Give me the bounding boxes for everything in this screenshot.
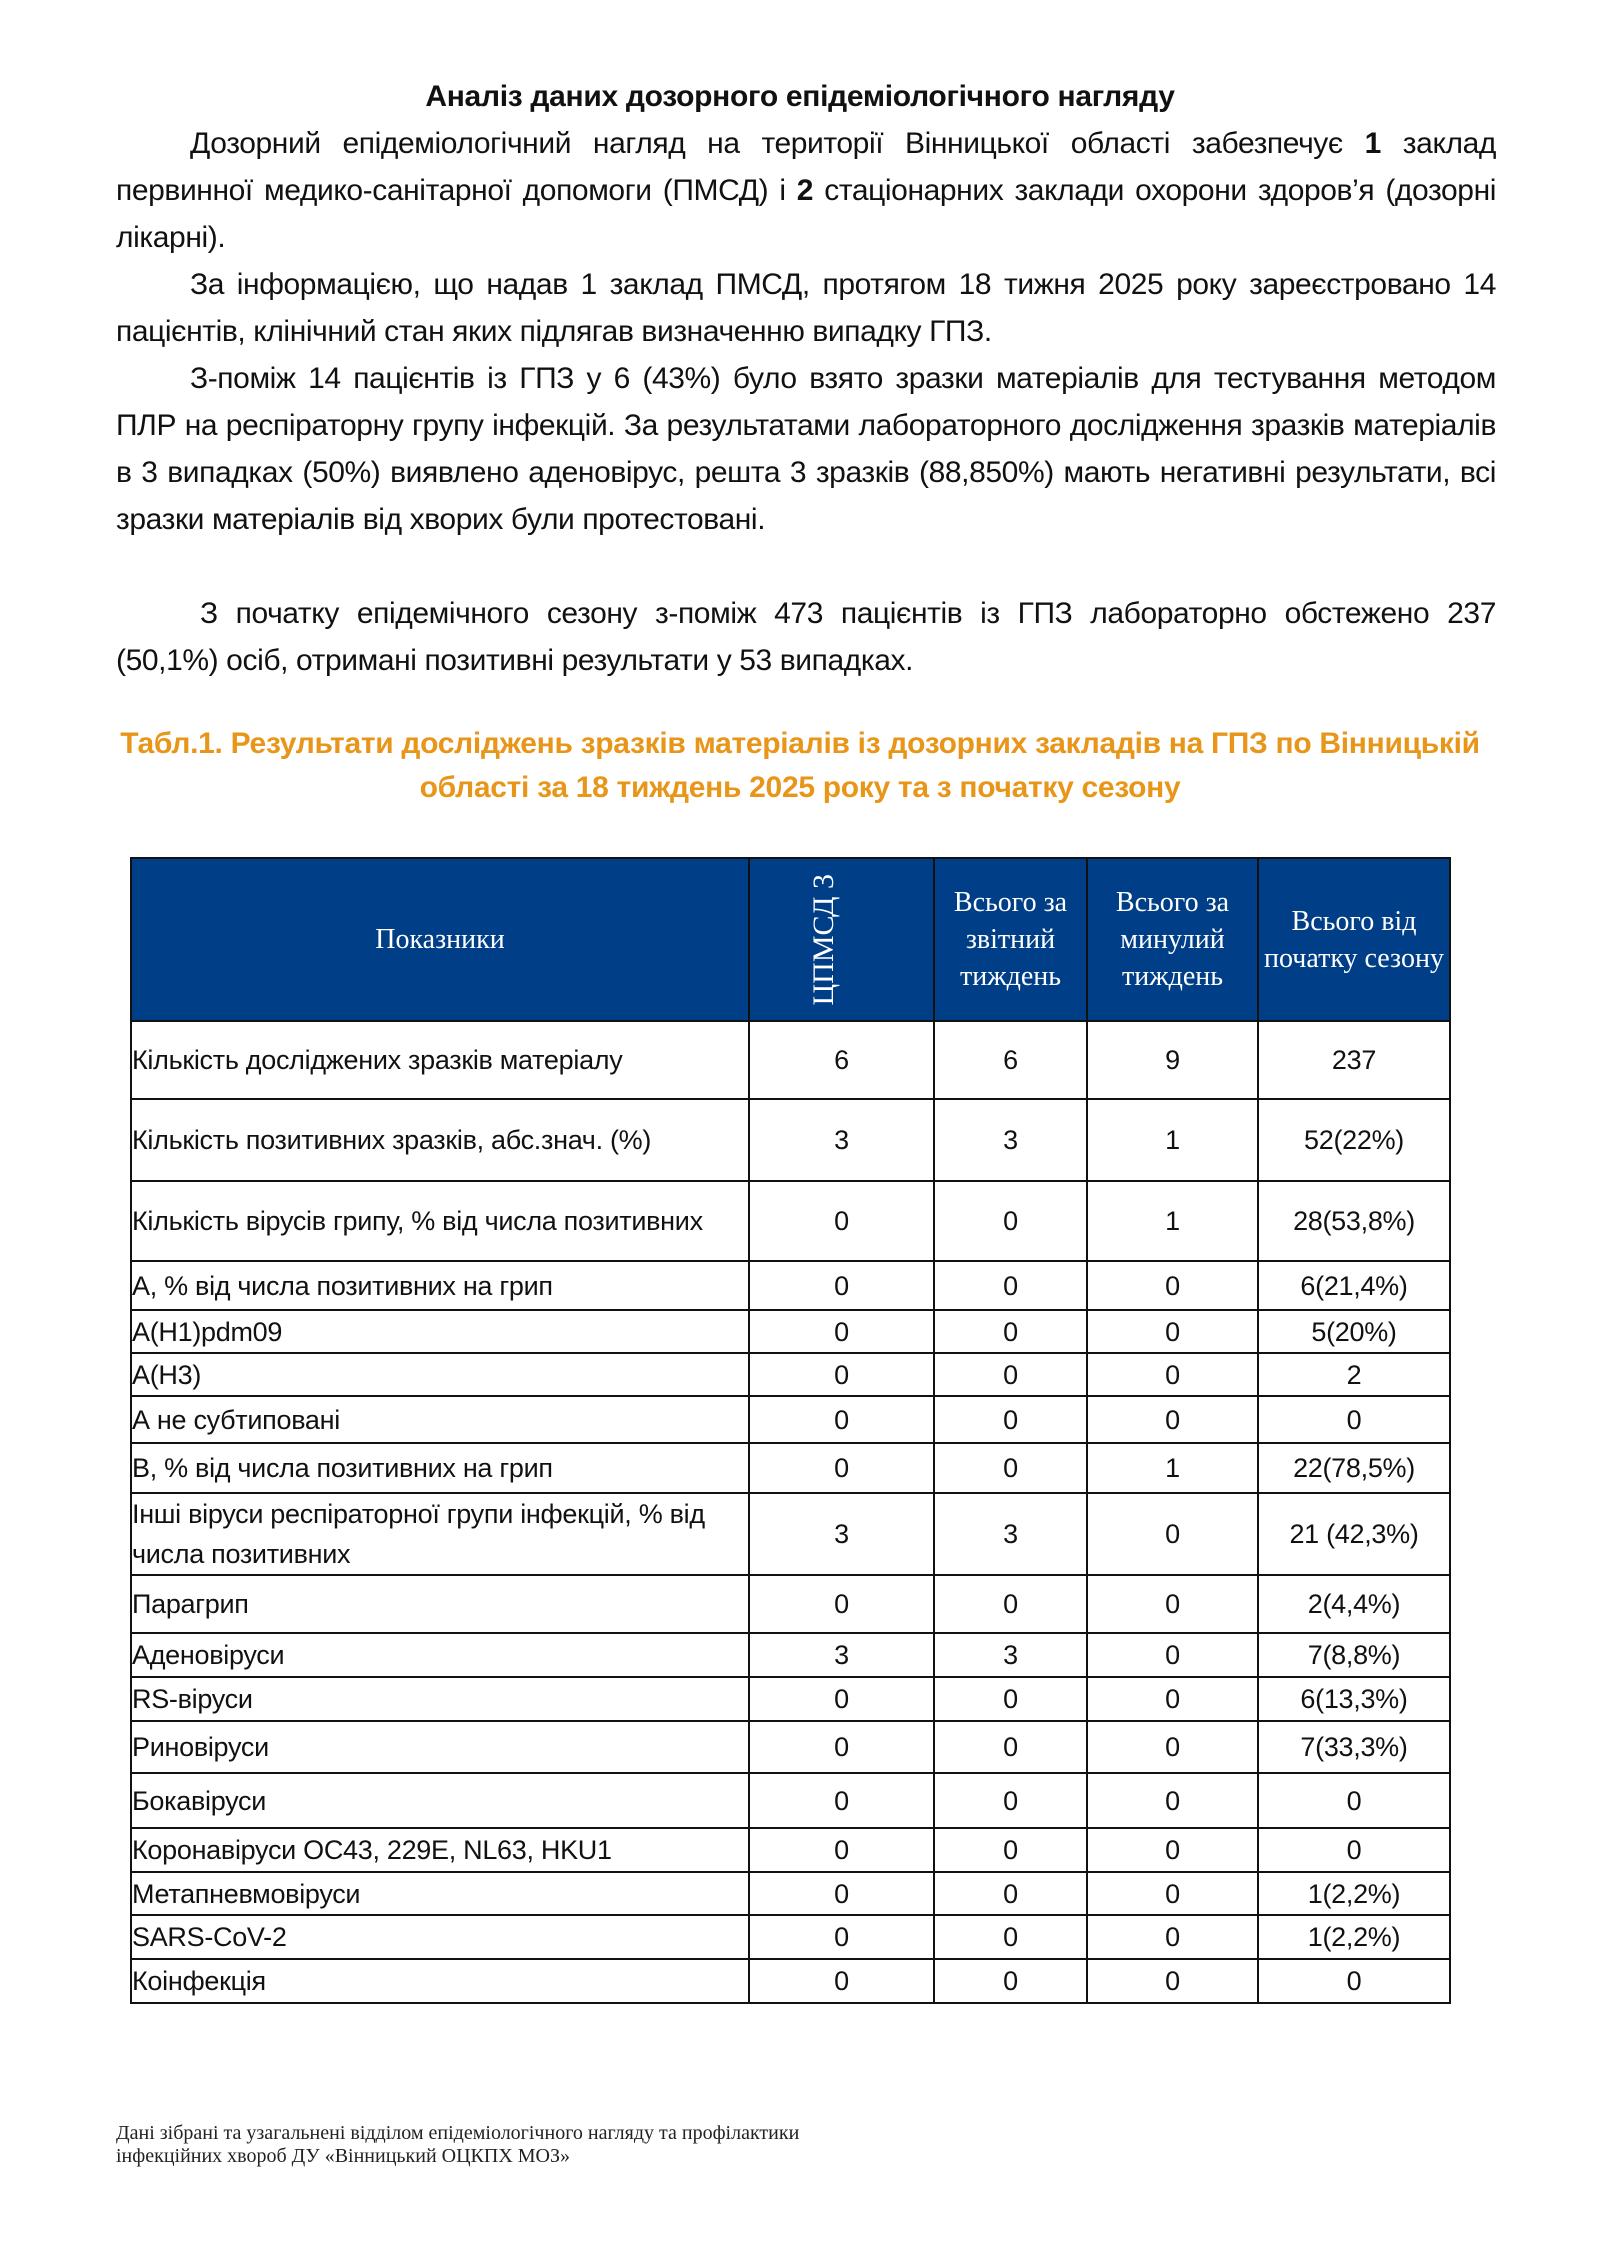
table-row <box>131 1677 1450 1721</box>
paragraph-text: заклад первинної медико-санітарної допомоги (ПМСД) і <box>116 127 1496 207</box>
row-label: В, % від числа позитивних на грип <box>131 1443 749 1493</box>
cell-pmsd: 0 <box>749 1353 934 1396</box>
cell-season-total: 6(21,4%) <box>1258 1261 1450 1310</box>
paragraph-text: Дозорний епідеміологічний нагляд на території Вінницької області забезпечує <box>190 127 1365 160</box>
table-caption: Табл.1. Результати досліджень зразків матеріалів із дозорних закладів на ГПЗ по Вінницькій області за 18 тиждень 2025 року та з початку сезону <box>120 727 1480 804</box>
cell-prev-week: 0 <box>1087 1828 1258 1872</box>
cell-pmsd: 0 <box>749 1721 934 1773</box>
table-row <box>131 1575 1450 1633</box>
row-label: А не субтиповані <box>131 1396 749 1443</box>
cell-week-total: 0 <box>934 1353 1087 1396</box>
row-label: Риновіруси <box>131 1721 749 1773</box>
row-label: Кількість вірусів грипу, % від числа позитивних <box>131 1181 749 1261</box>
table-row <box>131 1396 1450 1443</box>
table-row <box>131 1828 1450 1872</box>
header-week-total: Всього за звітний тиждень <box>934 858 1087 1021</box>
cell-prev-week: 0 <box>1087 1396 1258 1443</box>
cell-prev-week: 0 <box>1087 1353 1258 1396</box>
footer-note <box>116 2122 799 2168</box>
cell-season-total: 21 (42,3%) <box>1258 1493 1450 1575</box>
cell-season-total: 0 <box>1258 1396 1450 1443</box>
cell-prev-week: 0 <box>1087 1493 1258 1575</box>
footer-note-line: Дані зібрані та узагальнені відділом епідеміологічного нагляду та профілактики <box>116 2122 800 2144</box>
row-label: А, % від числа позитивних на грип <box>131 1261 749 1310</box>
cell-pmsd: 0 <box>749 1959 934 2003</box>
table-row <box>131 1181 1450 1261</box>
cell-season-total: 0 <box>1258 1959 1450 2003</box>
cell-pmsd: 0 <box>749 1261 934 1310</box>
table-row <box>131 1261 1450 1310</box>
cell-prev-week: 0 <box>1087 1773 1258 1828</box>
cell-season-total: 7(33,3%) <box>1258 1721 1450 1773</box>
cell-season-total: 7(8,8%) <box>1258 1633 1450 1677</box>
cell-week-total: 0 <box>934 1677 1087 1721</box>
table-header-row <box>131 858 1450 1021</box>
cell-pmsd: 0 <box>749 1443 934 1493</box>
table-row <box>131 1493 1450 1575</box>
table-row <box>131 1959 1450 2003</box>
row-label: Коінфекція <box>131 1959 749 2003</box>
cell-pmsd: 6 <box>749 1021 934 1099</box>
table-row <box>131 1353 1450 1396</box>
row-label: RS-віруси <box>131 1677 749 1721</box>
cell-pmsd: 0 <box>749 1396 934 1443</box>
cell-week-total: 0 <box>934 1181 1087 1261</box>
cell-prev-week: 0 <box>1087 1575 1258 1633</box>
count-pmsd: 1 <box>1364 127 1381 160</box>
table-row <box>131 1872 1450 1915</box>
row-label: Парагрип <box>131 1575 749 1633</box>
cell-season-total: 2 <box>1258 1353 1450 1396</box>
table-row <box>131 1915 1450 1959</box>
cell-pmsd: 3 <box>749 1633 934 1677</box>
paragraph-lab-results <box>116 355 1496 543</box>
row-label: Кількість досліджених зразків матеріалу <box>131 1021 749 1099</box>
header-indicators: Показники <box>131 858 749 1021</box>
header-prev-week: Всього за минулий тиждень <box>1087 858 1258 1021</box>
cell-prev-week: 1 <box>1087 1181 1258 1261</box>
table-row <box>131 1310 1450 1353</box>
cell-week-total: 3 <box>934 1099 1087 1181</box>
header-season-total: Всього від початку сезону <box>1258 858 1450 1021</box>
cell-season-total: 1(2,2%) <box>1258 1872 1450 1915</box>
cell-week-total: 0 <box>934 1915 1087 1959</box>
cell-week-total: 0 <box>934 1828 1087 1872</box>
cell-season-total: 2(4,4%) <box>1258 1575 1450 1633</box>
cell-pmsd: 0 <box>749 1915 934 1959</box>
cell-prev-week: 9 <box>1087 1021 1258 1099</box>
cell-pmsd: 3 <box>749 1493 934 1575</box>
cell-pmsd: 3 <box>749 1099 934 1181</box>
cell-prev-week: 0 <box>1087 1677 1258 1721</box>
document-title: Аналіз даних дозорного епідеміологічного нагляду <box>425 80 1175 113</box>
paragraph-sentinel-facilities <box>116 120 1496 261</box>
row-label: Кількість позитивних зразків, абс.знач. (%) <box>131 1099 749 1181</box>
cell-prev-week: 0 <box>1087 1915 1258 1959</box>
cell-prev-week: 0 <box>1087 1721 1258 1773</box>
cell-season-total: 5(20%) <box>1258 1310 1450 1353</box>
cell-season-total: 237 <box>1258 1021 1450 1099</box>
cell-prev-week: 0 <box>1087 1633 1258 1677</box>
row-label: SARS-CoV-2 <box>131 1915 749 1959</box>
cell-season-total: 6(13,3%) <box>1258 1677 1450 1721</box>
paragraph-text: З-поміж 14 пацієнтів із ГПЗ у 6 (43%) було взято зразки матеріалів для тестування методом ПЛР на респіраторну групу інфекцій. За результатами лабораторного дослідження зразків матеріалів в 3 випадках (50%) виявлено аденовірус, решта 3 зразків (88,850%) мають негативні результати, всі зразки матеріалів від хворих були протестовані. <box>116 362 1496 536</box>
table-row <box>131 1773 1450 1828</box>
cell-pmsd: 0 <box>749 1677 934 1721</box>
cell-week-total: 0 <box>934 1310 1087 1353</box>
footer-note-line: інфекційних хвороб ДУ «Вінницький ОЦКПХ МОЗ» <box>116 2145 571 2167</box>
row-label: Метапневмовіруси <box>131 1872 749 1915</box>
cell-pmsd: 0 <box>749 1310 934 1353</box>
cell-week-total: 0 <box>934 1872 1087 1915</box>
paragraph-text: За інформацією, що надав 1 заклад ПМСД, протягом 18 тижня 2025 року зареєстровано 14 пацієнтів, клінічний стан яких підлягав визначенню випадку ГПЗ. <box>116 268 1496 348</box>
cell-week-total: 0 <box>934 1261 1087 1310</box>
row-label: А(Н3) <box>131 1353 749 1396</box>
cell-pmsd: 0 <box>749 1828 934 1872</box>
cell-week-total: 0 <box>934 1959 1087 2003</box>
paragraph-season-summary <box>116 590 1496 684</box>
paragraph-registered-patients <box>116 261 1496 355</box>
cell-week-total: 6 <box>934 1021 1087 1099</box>
cell-prev-week: 1 <box>1087 1099 1258 1181</box>
header-pmsd-label: ЦПМСД 3 <box>806 873 840 1006</box>
row-label: Аденовіруси <box>131 1633 749 1677</box>
cell-prev-week: 0 <box>1087 1261 1258 1310</box>
table-row <box>131 1099 1450 1181</box>
row-label: Коронавіруси ОС43, 229E, NL63, HKU1 <box>131 1828 749 1872</box>
cell-prev-week: 0 <box>1087 1959 1258 2003</box>
results-table <box>130 857 1451 2004</box>
cell-season-total: 0 <box>1258 1773 1450 1828</box>
cell-season-total: 22(78,5%) <box>1258 1443 1450 1493</box>
table-row <box>131 1721 1450 1773</box>
table-row <box>131 1443 1450 1493</box>
cell-pmsd: 0 <box>749 1575 934 1633</box>
cell-week-total: 0 <box>934 1575 1087 1633</box>
cell-pmsd: 0 <box>749 1872 934 1915</box>
table-row <box>131 1633 1450 1677</box>
cell-week-total: 0 <box>934 1721 1087 1773</box>
row-label: Інші віруси респіраторної групи інфекцій, % від числа позитивних <box>131 1493 749 1575</box>
cell-prev-week: 1 <box>1087 1443 1258 1493</box>
cell-season-total: 0 <box>1258 1828 1450 1872</box>
cell-season-total: 1(2,2%) <box>1258 1915 1450 1959</box>
cell-prev-week: 0 <box>1087 1872 1258 1915</box>
cell-season-total: 52(22%) <box>1258 1099 1450 1181</box>
cell-prev-week: 0 <box>1087 1310 1258 1353</box>
cell-week-total: 3 <box>934 1633 1087 1677</box>
cell-pmsd: 0 <box>749 1773 934 1828</box>
cell-season-total: 28(53,8%) <box>1258 1181 1450 1261</box>
paragraph-text: стаціонарних заклади охорони здоров’я (дозорні лікарні). <box>116 174 1496 254</box>
cell-pmsd: 0 <box>749 1181 934 1261</box>
cell-week-total: 0 <box>934 1396 1087 1443</box>
header-pmsd <box>749 858 934 1021</box>
row-label: Бокавіруси <box>131 1773 749 1828</box>
table-row <box>131 1021 1450 1099</box>
row-label: А(Н1)pdm09 <box>131 1310 749 1353</box>
count-hospitals: 2 <box>796 174 814 207</box>
cell-week-total: 3 <box>934 1493 1087 1575</box>
cell-week-total: 0 <box>934 1443 1087 1493</box>
cell-week-total: 0 <box>934 1773 1087 1828</box>
table-body <box>131 1021 1450 2003</box>
paragraph-text: З початку епідемічного сезону з-поміж 473 пацієнтів із ГПЗ лабораторно обстежено 237 (50,1%) осіб, отримані позитивні результати у 53 випадках. <box>116 597 1496 677</box>
